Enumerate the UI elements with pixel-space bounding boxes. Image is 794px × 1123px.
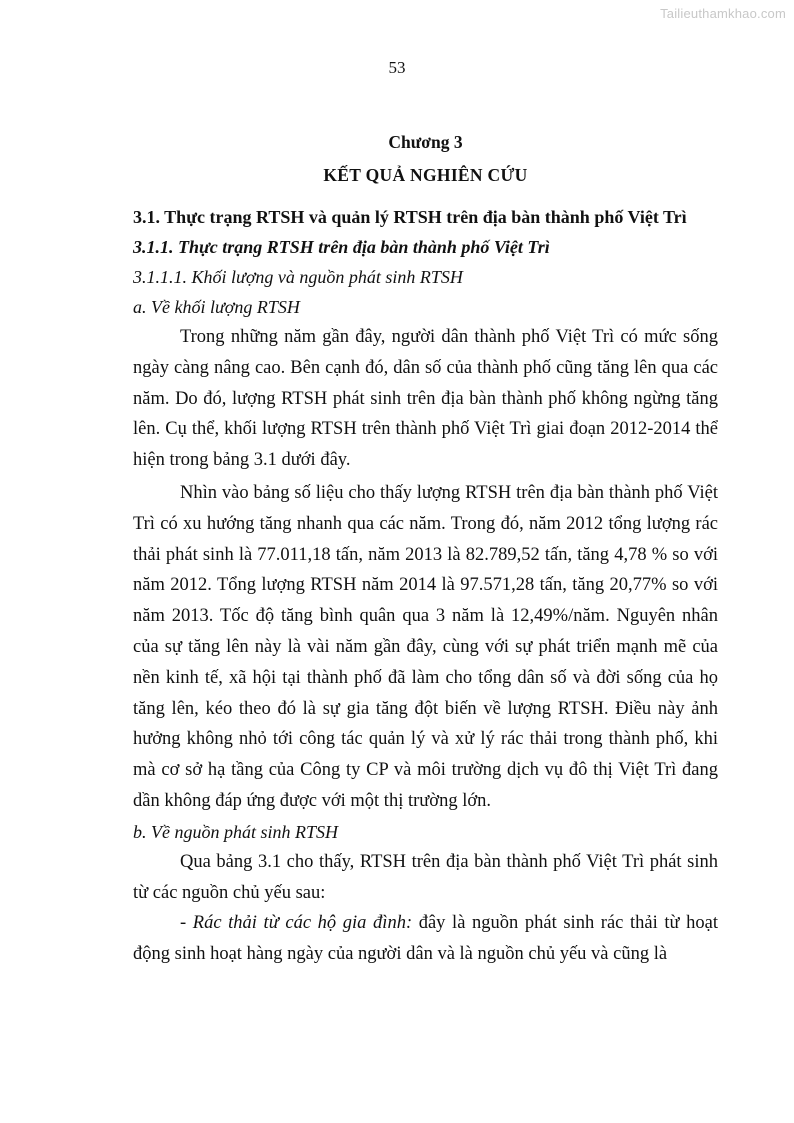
paragraph-3: Qua bảng 3.1 cho thấy, RTSH trên địa bàn thành phố Việt Trì phát sinh từ các nguồn chủ yếu sau: [133,851,718,903]
paragraph-4 [133,908,718,970]
paragraph-4-lead: - Rác thải từ các hộ gia đình: [180,913,413,934]
chapter-label: Chương 3 [388,132,463,152]
page-number: 53 [388,58,406,77]
paragraph-4-body: đây là nguồn phát sinh rác thải từ hoạt động sinh hoạt hàng ngày của người dân và là nguồn chủ yếu và cũng là [133,913,718,965]
watermark: Tailieuthamkhao.com [660,6,786,21]
paragraph-1: Trong những năm gần đây, người dân thành phố Việt Trì có mức sống ngày càng nâng cao. Bên cạnh đó, dân số của thành phố cũng tăng lên qua các năm. Do đó, lượng RTSH phát sinh trên địa bàn thành phố không ngừng tăng lên. Cụ thể, khối lượng RTSH trên thành phố Việt Trì giai đoạn 2012-2014 thể hiện trong bảng 3.1 dưới đây. [133,327,718,471]
page-content [133,130,718,970]
section-heading-3-1-1: 3.1.1. Thực trạng RTSH trên địa bàn thành phố Việt Trì [133,237,550,257]
paragraph-2: Nhìn vào bảng số liệu cho thấy lượng RTSH trên địa bàn thành phố Việt Trì có xu hướng tăng nhanh qua các năm. Trong đó, năm 2012 tổng lượng rác thải phát sinh là 77.011,18 tấn, năm 2013 là 82.789,52 tấn, tăng 4,78 % so với năm 2012. Tổng lượng RTSH năm 2014 là 97.571,28 tấn, tăng 20,77% so với năm 2013. Tốc độ tăng bình quân qua 3 năm là 12,49%/năm. Nguyên nhân của sự tăng lên này là vài năm gần đây, cùng với sự phát triển mạnh mẽ của nền kinh tế, xã hội tại thành phố đã làm cho tổng dân số và đời sống của họ tăng lên, kéo theo đó là sự gia tăng đột biến về lượng RTSH. Điều này ảnh hưởng không nhỏ tới công tác quản lý và xử lý rác thải trong thành phố, khi mà cơ sở hạ tầng của Công ty CP và môi trường dịch vụ đô thị Việt Trì đang dần không đáp ứng được với một thị trường lớn. [133,482,718,811]
section-heading-3-1-1-1: 3.1.1.1. Khối lượng và nguồn phát sinh RTSH [133,267,463,287]
subsection-heading-b: b. Về nguồn phát sinh RTSH [133,821,338,842]
subsection-heading-a: a. Về khối lượng RTSH [133,297,300,317]
chapter-title: KẾT QUẢ NGHIÊN CỨU [323,165,528,185]
section-heading-3-1: 3.1. Thực trạng RTSH và quản lý RTSH trên địa bàn thành phố Việt Trì [133,207,687,227]
